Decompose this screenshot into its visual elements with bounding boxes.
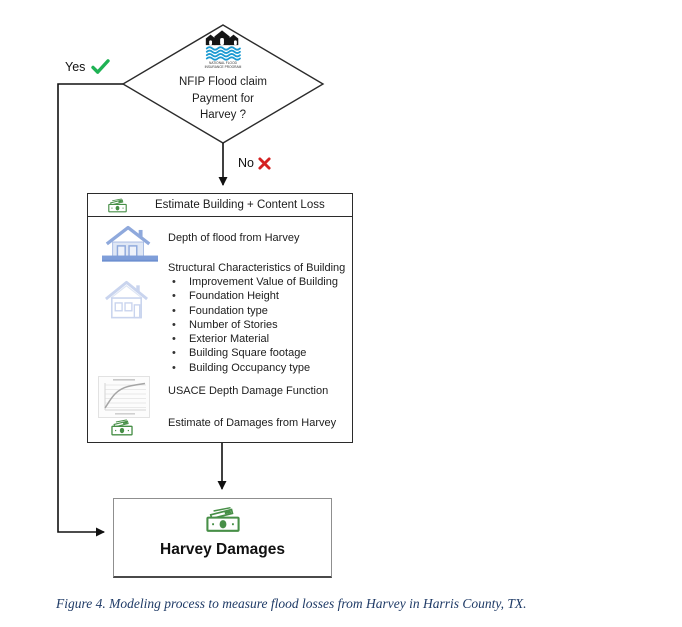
house-outline-icon <box>103 278 150 322</box>
money-icon <box>108 198 127 213</box>
no-label: No <box>238 156 254 170</box>
money-icon <box>206 506 240 533</box>
structural-title: Structural Characteristics of Building <box>168 262 346 274</box>
bullet-item: • Building Occupancy type <box>172 361 338 375</box>
bullet-item: • Improvement Value of Building <box>172 275 338 289</box>
figure-caption: Figure 4. Modeling process to measure flood losses from Harvey in Harris County, TX. <box>56 596 527 611</box>
money-icon <box>111 419 133 436</box>
decision-question-line3: Harvey ? <box>199 109 247 121</box>
check-icon <box>91 59 110 74</box>
bullet-item: • Foundation Height <box>172 289 338 303</box>
no-branch-label <box>238 156 271 170</box>
nfip-logo-caption-line2: INSURANCE PROGRAM <box>204 64 242 69</box>
estimate-damages-label: Estimate of Damages from Harvey <box>168 417 337 429</box>
bullet-item: • Exterior Material <box>172 332 338 346</box>
result-box <box>113 498 332 578</box>
decision-question-line2: Payment for <box>192 92 254 105</box>
usace-label: USACE Depth Damage Function <box>168 385 329 397</box>
yes-label: Yes <box>65 59 86 74</box>
decision-question-line1: NFIP Flood claim <box>179 76 267 88</box>
depth-damage-curve-icon <box>98 376 150 418</box>
bullet-item: • Building Square footage <box>172 346 338 360</box>
depth-label: Depth of flood from Harvey <box>168 232 300 244</box>
estimate-box <box>87 193 353 443</box>
yes-branch-label <box>65 59 110 74</box>
x-icon <box>258 157 271 170</box>
result-box-label: Harvey Damages <box>160 541 285 558</box>
decision-node <box>143 27 303 124</box>
nfip-logo-icon <box>200 27 246 69</box>
structural-bullet-list <box>172 275 338 375</box>
bullet-item: • Number of Stories <box>172 318 338 332</box>
flooded-house-icon <box>102 223 158 263</box>
estimate-box-header <box>88 194 352 217</box>
estimate-box-title: Estimate Building + Content Loss <box>155 199 325 211</box>
bullet-item: • Foundation type <box>172 304 338 318</box>
money-bills-wrap <box>206 506 240 538</box>
nfip-logo-caption-line1: NATIONAL FLOOD <box>209 61 237 66</box>
